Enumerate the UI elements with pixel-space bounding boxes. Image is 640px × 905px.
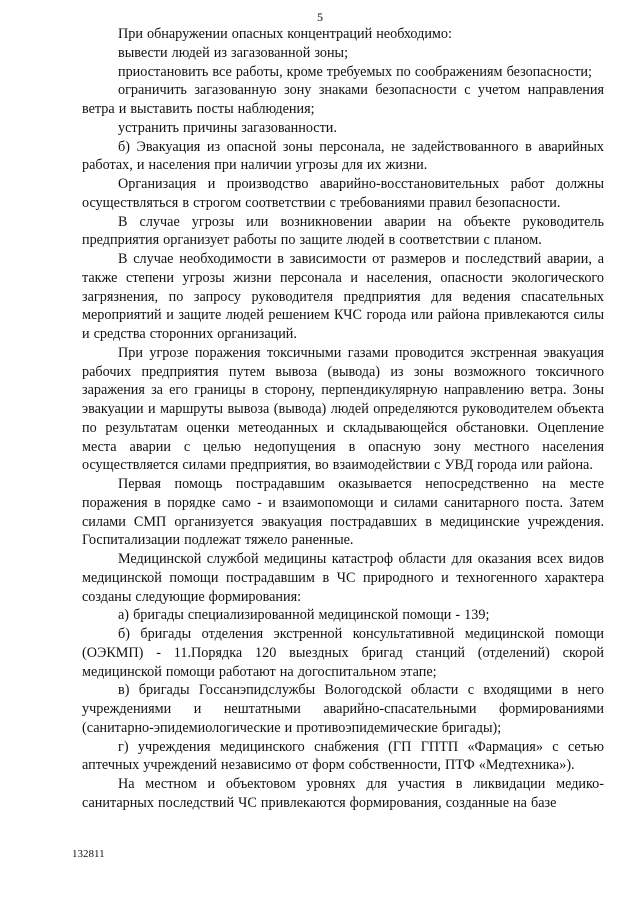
paragraph: При обнаружении опасных концентраций необходимо: (118, 26, 452, 42)
paragraph: устранить причины загазованности. (118, 119, 337, 136)
paragraph: В случае необходимости в зависимости от размеров и последствий аварии, а также степени угрозы жизни персонала и населения, опасности экологического загрязнения, по запросу руководителя предприятия для ведения спасательных мероприятий и защите людей решением КЧС города или района привлекаются силы и средства сторонних организаций. (82, 251, 604, 342)
paragraph: приостановить все работы, кроме требуемых по соображениям безопасности; (118, 63, 592, 80)
paragraph: г) учреждения медицинского снабжения (ГП ГПТП «Фармация» с сетью аптечных учреждений независимо от форм собственности, ПТФ «Медтехника»). (82, 738, 604, 774)
paragraph: На местном и объектовом уровнях для участия в ликвидации медико-санитарных последствий ЧС привлекаются формирования, созданные на базе (82, 776, 604, 811)
paragraph: в) бригады Госсанэпидслужбы Вологодской области с входящими в него учреждениями и нештатными аварийно-спасательными формированиями (санитарно-эпидемиологические и противоэпидемические бригады); (82, 682, 604, 736)
paragraph: а) бригады специализированной медицинской помощи - 139; (118, 607, 490, 624)
document-body (82, 25, 604, 813)
paragraph: При угрозе поражения токсичными газами проводится экстренная эвакуация рабочих предприятия путем вывоза (вывода) из зоны возможного токсичного заражения за его границы в сторону, перпендикулярную направлению ветра. Зоны эвакуации и маршруты вывоза (вывода) людей определяются руководителем объекта по результатам оценки метеоданных и складывающейся обстановки. Оцепление места аварии с целью недопущения в опасную зону местного населения осуществляется силами предприятия, во взаимодействии с УВД города или района. (82, 344, 604, 474)
paragraph: ограничить загазованную зону знаками безопасности с учетом направления ветра и выставить посты наблюдения; (82, 82, 604, 117)
paragraph: Организация и производство аварийно-восстановительных работ должны осуществляться в строгом соответствии с требованиями правил безопасности. (82, 176, 604, 211)
paragraph: б) бригады отделения экстренной консультативной медицинской помощи (ОЭКМП) - 11.Порядка 120 выездных бригад станций (отделений) скорой медицинской помощи работают на догоспитальном этапе; (82, 626, 604, 680)
page-number: 5 (317, 10, 323, 24)
paragraph: б) Эвакуация из опасной зоны персонала, не задействованного в аварийных работах, и населения при наличии угрозы для их жизни. (82, 138, 604, 174)
document-code: 132811 (72, 848, 105, 860)
paragraph: вывести людей из загазованной зоны; (118, 44, 349, 61)
paragraph: Первая помощь пострадавшим оказывается непосредственно на месте поражения в порядке само - и взаимопомощи и силами санитарного поста. Затем силами СМП организуется эвакуация пострадавших в медицинские учреждения. Госпитализации подлежат тяжело раненные. (82, 476, 604, 549)
paragraph: В случае угрозы или возникновении аварии на объекте руководитель предприятия организует работы по защите людей в соответствии с планом. (82, 213, 604, 249)
paragraph: Медицинской службой медицины катастроф области для оказания всех видов медицинской помощи пострадавшим в ЧС природного и техногенного характера созданы следующие формирования: (82, 551, 604, 605)
